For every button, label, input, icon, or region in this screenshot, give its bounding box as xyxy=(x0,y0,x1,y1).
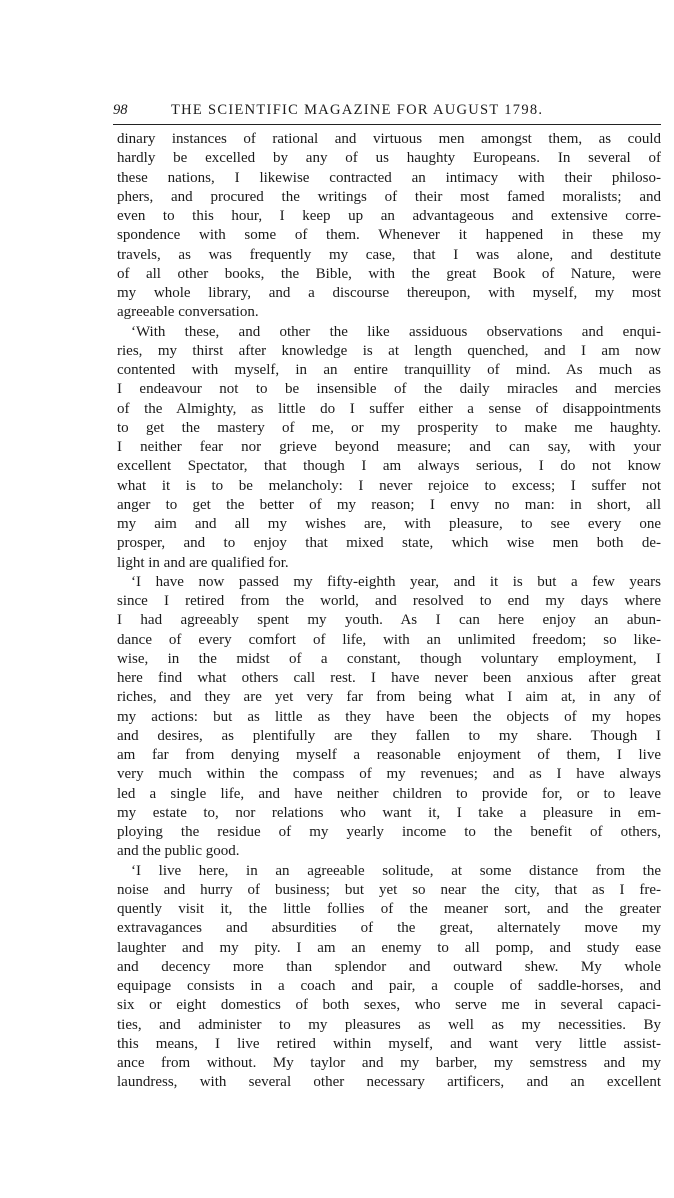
text-line: ties, and administer to my pleasures as well as my necessities. By xyxy=(117,1016,661,1033)
text-line: my whole library, and a discourse thereupon, with myself, my most xyxy=(117,285,661,301)
text-line: even to this hour, I keep up an advantageous and extensive corre- xyxy=(117,208,661,224)
text-line: I endeavour not to be insensible of the daily miracles and mercies xyxy=(117,381,661,398)
text-line: ‘I have now passed my fifty-eighth year, and it is but a few years xyxy=(131,573,661,590)
text-line: of all other books, the Bible, with the great Book of Nature, were xyxy=(117,265,661,282)
text-line: wise, in the midst of a constant, though voluntary employment, I xyxy=(117,650,661,667)
text-line: laughter and my pity. I am an enemy to all pomp, and study ease xyxy=(117,939,661,956)
text-line: ‘With these, and other the like assiduous observations and enqui- xyxy=(131,323,661,340)
body-text xyxy=(117,130,661,1093)
running-head xyxy=(113,99,661,121)
text-line: and the public good. xyxy=(117,843,240,860)
text-line: very much within the compass of my revenues; and as I have always xyxy=(117,766,661,783)
text-line: anger to get the better of my reason; I envy no man: in short, all xyxy=(117,496,661,513)
text-line: I had agreeably spent my youth. As I can here enjoy an abun- xyxy=(117,612,661,629)
text-line: noise and hurry of business; but yet so near the city, that as I fre- xyxy=(117,881,661,898)
text-line: contented with myself, in an entire tranquillity of mind. As much as xyxy=(117,362,661,378)
text-line: ‘I live here, in an agreeable solitude, at some distance from the xyxy=(131,862,661,879)
text-line: am far from denying myself a reasonable enjoyment of them, I live xyxy=(117,747,661,763)
text-line: and decency more than splendor and outward shew. My whole xyxy=(117,958,661,975)
text-line: to get the mastery of me, or my prosperity to make me haughty. xyxy=(117,419,661,436)
text-line: since I retired from the world, and resolved to end my days where xyxy=(117,593,661,609)
text-line: excellent Spectator, that though I am always serious, I do not know xyxy=(117,458,661,475)
text-line: ploying the residue of my yearly income to the benefit of others, xyxy=(117,824,661,840)
text-line: riches, and they are yet very far from being what I aim at, in any of xyxy=(117,689,661,706)
text-line: phers, and procured the writings of their most famed moralists; and xyxy=(117,188,661,205)
text-line: ance from without. My taylor and my barber, my semstress and my xyxy=(117,1055,661,1071)
page-number: 98 xyxy=(113,102,128,118)
text-line: quently visit it, the little follies of the meaner sort, and the greater xyxy=(117,901,661,917)
text-line: dance of every comfort of life, with an unlimited freedom; so like- xyxy=(117,631,661,648)
text-line: extravagances and absurdities of the great, alternately move my xyxy=(117,920,661,937)
text-line: my aim and all my wishes are, with pleasure, to see every one xyxy=(117,516,661,532)
text-line: here find what others call rest. I have never been anxious after great xyxy=(117,670,661,686)
text-line: travels, as was frequently my case, that I was alone, and destitute xyxy=(117,246,661,263)
text-line: spondence with some of them. Whenever it happened in these my xyxy=(117,227,661,244)
text-line: these nations, I likewise contracted an intimacy with their philoso- xyxy=(117,169,661,186)
text-line: I neither fear nor grieve beyond measure; and can say, with your xyxy=(117,439,661,455)
text-line: six or eight domestics of both sexes, who serve me in several capaci- xyxy=(117,997,661,1014)
text-line: dinary instances of rational and virtuous men amongst them, as could xyxy=(117,131,661,147)
text-line: led a single life, and have neither children to provide for, or to leave xyxy=(117,785,661,802)
text-line: ries, my thirst after knowledge is at length quenched, and I am now xyxy=(117,342,661,359)
header-rule xyxy=(113,124,661,125)
text-line: of the Almighty, as little do I suffer either a sense of disappointments xyxy=(117,400,661,417)
text-line: my estate to, nor relations who want it, I take a pleasure in em- xyxy=(117,804,661,821)
page-title: THE SCIENTIFIC MAGAZINE FOR AUGUST 1798. xyxy=(171,102,544,118)
text-line: equipage consists in a coach and pair, a couple of saddle-horses, and xyxy=(117,978,661,994)
text-line: what it is to be melancholy: I never rejoice to excess; I suffer not xyxy=(117,477,661,494)
text-line: laundress, with several other necessary artificers, and an excellent xyxy=(117,1074,661,1091)
text-line: hardly be excelled by any of us haughty Europeans. In several of xyxy=(117,150,661,167)
text-line: prosper, and to enjoy that mixed state, which wise men both de- xyxy=(117,535,661,552)
text-line: light in and are qualified for. xyxy=(117,554,289,571)
text-line: this means, I live retired within myself, and want very little assist- xyxy=(117,1035,661,1052)
text-line: agreeable conversation. xyxy=(117,304,259,321)
text-line: my actions: but as little as they have been the objects of my hopes xyxy=(117,708,661,725)
text-line: and desires, as plentifully are they fallen to my share. Though I xyxy=(117,727,661,744)
